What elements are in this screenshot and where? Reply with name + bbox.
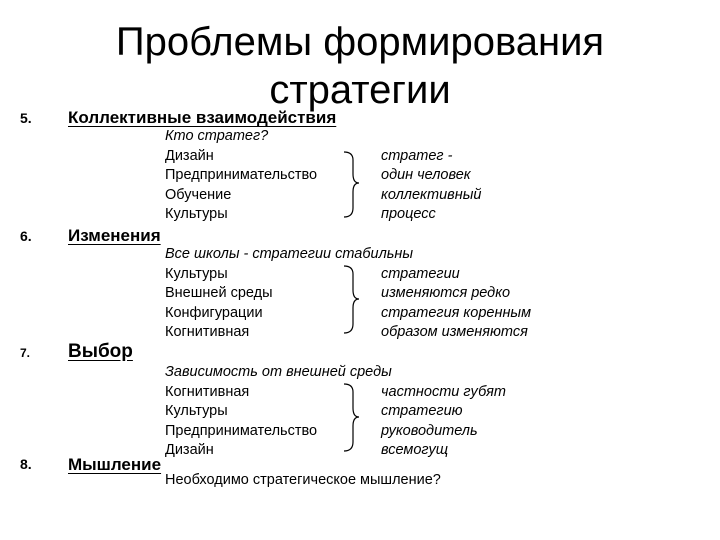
section-heading: Выбор [68,341,133,362]
note-line: один человек [381,167,471,183]
section-question: Зависимость от внешней среды [165,364,392,380]
slide-title-line2: стратегии [269,68,451,112]
note-line: изменяются редко [381,285,511,301]
section-question: Все школы - стратегии стабильны [165,246,414,262]
section-number: 8. [20,456,32,472]
grouping-brace [342,150,364,220]
note-line: образом изменяются [381,324,528,340]
note-line: стратегию [381,403,463,419]
note-line: стратегия коренным [381,305,532,321]
section-heading: Изменения [68,226,161,245]
note-line: всемогущ [381,442,449,458]
grouping-brace [342,382,364,454]
note-line: коллективный [381,187,482,203]
note-line: процесс [381,206,436,222]
list-item: Обучение [165,187,232,203]
list-item: Культуры [165,206,228,222]
list-item: Внешней среды [165,285,273,301]
slide-title-line1: Проблемы формирования [115,20,605,64]
list-item: Предпринимательство [165,167,318,183]
section-question: Кто стратег? [165,128,269,144]
list-item: Когнитивная [165,384,250,400]
note-line: стратегии [381,266,460,282]
grouping-brace [342,264,364,336]
section-number: 7. [20,346,31,360]
list-item: Дизайн [165,442,214,458]
list-item: Культуры [165,266,228,282]
section-number: 5. [20,110,32,126]
note-line: стратег - [381,148,453,164]
section-number: 6. [20,228,32,244]
list-item: Когнитивная [165,324,250,340]
list-item: Предпринимательство [165,423,318,439]
note-line: частности губят [381,384,506,400]
list-item: Культуры [165,403,228,419]
section-heading: Коллективные взаимодействия [68,108,337,127]
section-question: Необходимо стратегическое мышление? [165,472,441,488]
list-item: Конфигурации [165,305,263,321]
section-heading: Мышление [68,455,162,474]
note-line: руководитель [381,423,478,439]
list-item: Дизайн [165,148,214,164]
